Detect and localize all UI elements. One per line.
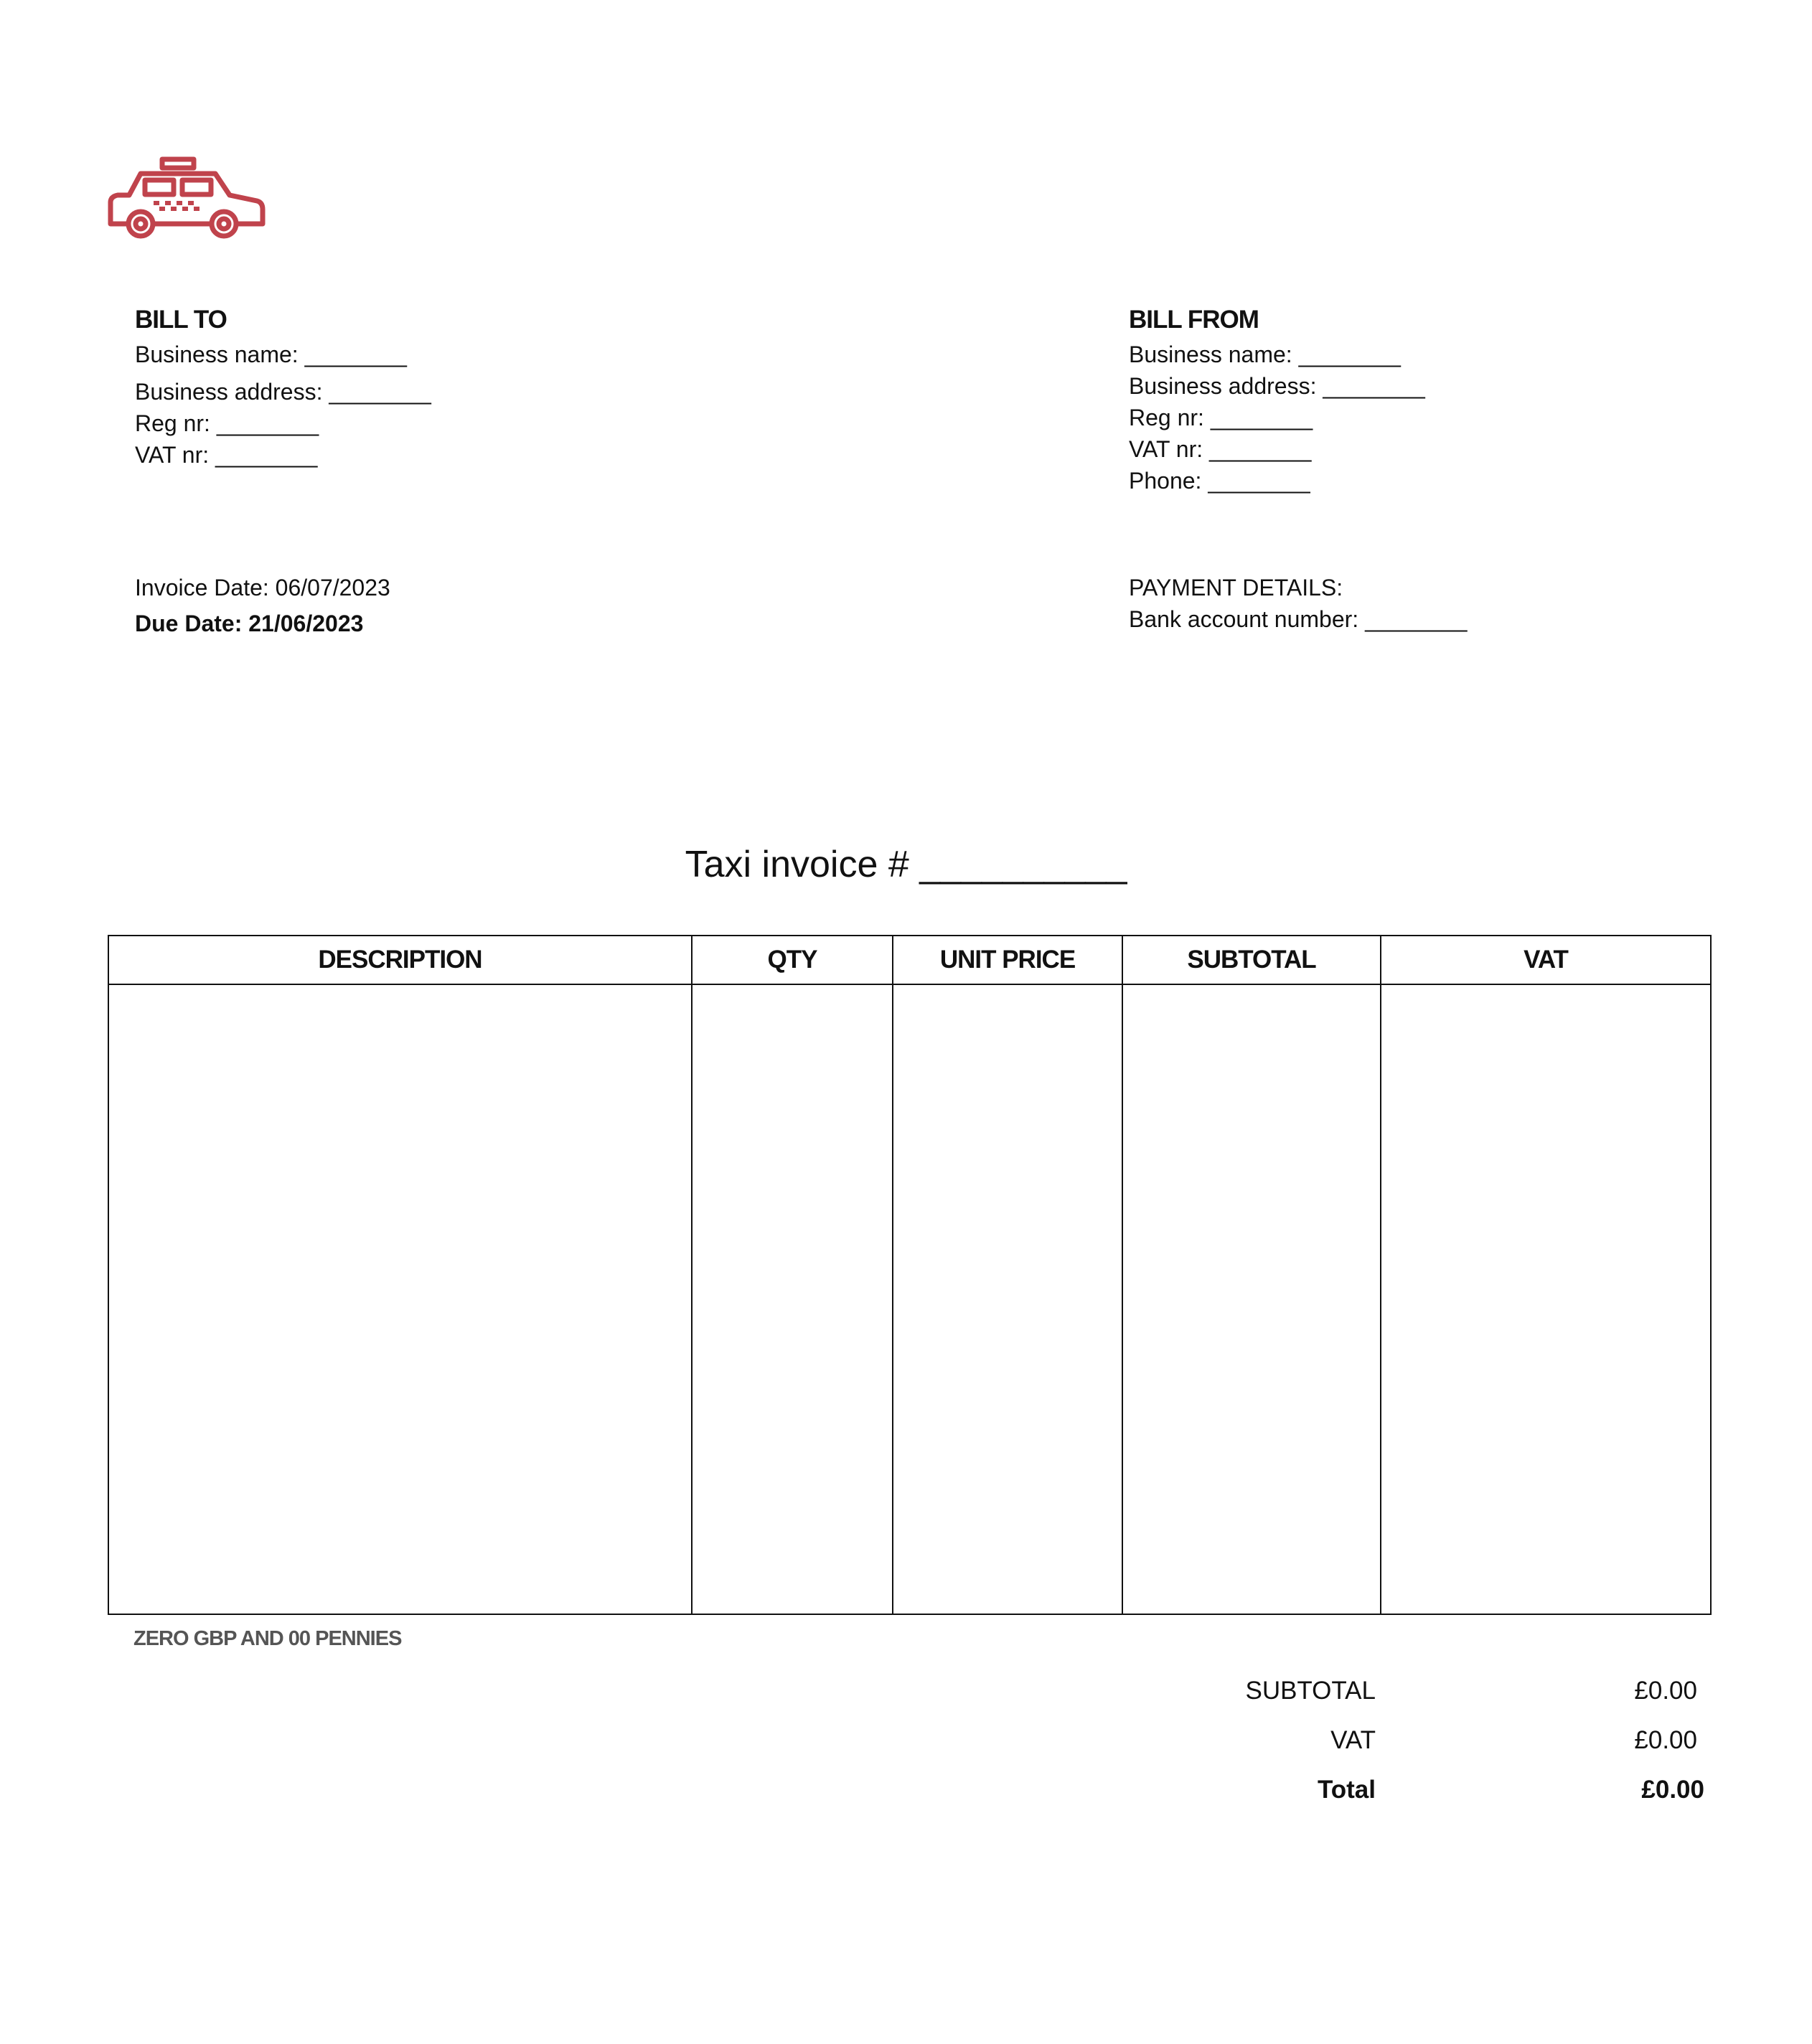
dates-section	[135, 572, 390, 639]
payment-details-title: PAYMENT DETAILS:	[1129, 575, 1343, 601]
cell-subtotal	[1122, 984, 1381, 1614]
header-description: DESCRIPTION	[108, 936, 692, 984]
subtotal-label: SUBTOTAL	[1245, 1677, 1376, 1705]
invoice-title: Taxi invoice # __________	[685, 844, 1127, 885]
header-subtotal: SUBTOTAL	[1122, 936, 1381, 984]
header-qty: QTY	[692, 936, 893, 984]
bill-to-section	[135, 306, 431, 471]
total-label: Total	[1317, 1776, 1376, 1804]
subtotal-value: £0.00	[1634, 1677, 1697, 1705]
bill-to-business-name: Business name: ________	[135, 342, 407, 367]
bill-to-reg-nr: Reg nr: ________	[135, 410, 319, 436]
bill-from-reg-nr: Reg nr: ________	[1129, 405, 1313, 430]
due-date: Due Date: 21/06/2023	[135, 611, 364, 636]
payment-section	[1129, 572, 1467, 635]
cell-qty	[692, 984, 893, 1614]
cell-description	[108, 984, 692, 1614]
bill-from-title: BILL FROM	[1129, 306, 1259, 334]
table-row	[108, 984, 1711, 1614]
items-table	[108, 935, 1712, 1615]
amount-in-words: ZERO GBP AND 00 PENNIES	[133, 1627, 402, 1650]
cell-vat	[1381, 984, 1711, 1614]
header-unit-price: UNIT PRICE	[893, 936, 1122, 984]
bill-from-business-address: Business address: ________	[1129, 373, 1425, 399]
bill-to-business-address: Business address: ________	[135, 379, 431, 405]
bill-from-vat-nr: VAT nr: ________	[1129, 436, 1312, 462]
total-value: £0.00	[1641, 1776, 1704, 1804]
bill-to-vat-nr: VAT nr: ________	[135, 442, 318, 468]
bill-from-section	[1129, 306, 1425, 496]
bill-from-business-name: Business name: ________	[1129, 342, 1401, 367]
bill-from-phone: Phone: ________	[1129, 468, 1310, 494]
bank-account-number: Bank account number: ________	[1129, 606, 1468, 632]
vat-label: VAT	[1330, 1726, 1376, 1754]
bill-to-title: BILL TO	[135, 306, 227, 334]
taxi-car-icon	[108, 156, 267, 241]
cell-unit-price	[893, 984, 1122, 1614]
header-vat: VAT	[1381, 936, 1711, 984]
vat-value: £0.00	[1634, 1726, 1697, 1754]
invoice-date: Invoice Date: 06/07/2023	[135, 575, 390, 601]
table-header-row	[108, 936, 1711, 984]
